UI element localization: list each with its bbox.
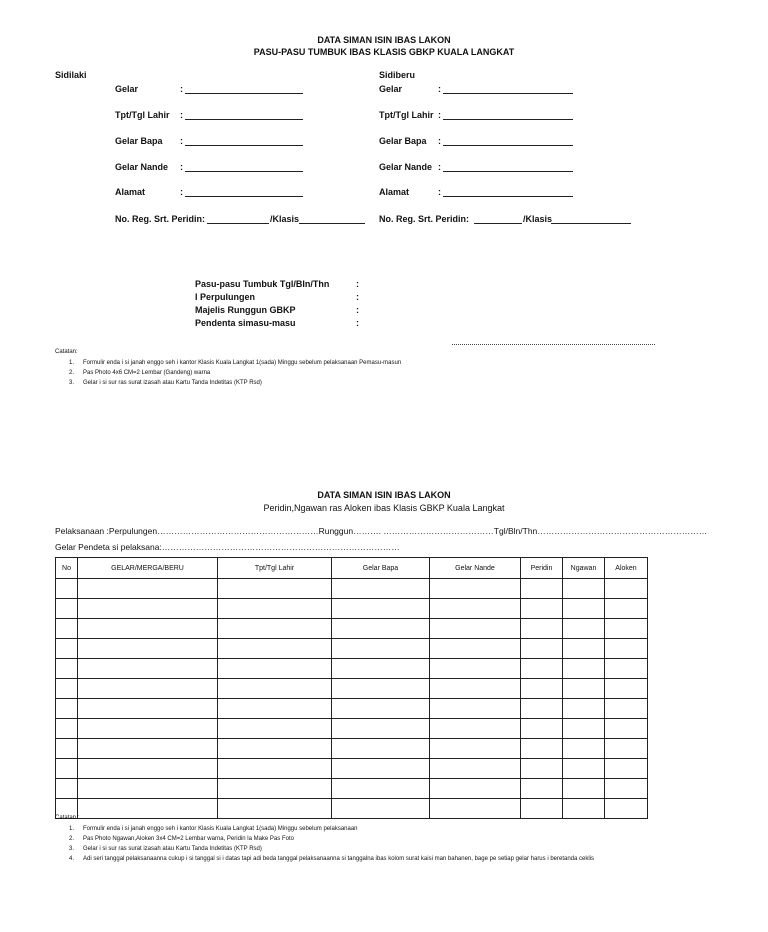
note-item — [69, 855, 719, 863]
table-cell[interactable] — [332, 599, 430, 619]
table-cell[interactable] — [218, 779, 332, 799]
col-header-ngawan: Ngawan — [563, 558, 605, 579]
colon: : — [438, 187, 441, 197]
table-cell[interactable] — [521, 719, 563, 739]
table-cell[interactable] — [605, 799, 648, 819]
col-header-aloken: Aloken — [605, 558, 648, 579]
notes2-title: Catatan : — [55, 815, 80, 821]
table-row — [56, 699, 648, 719]
groom-nande-label: Gelar Nande — [115, 162, 169, 172]
colon: : — [438, 136, 441, 146]
table-cell[interactable] — [56, 599, 78, 619]
note-number: 1. — [69, 826, 75, 832]
table-cell[interactable] — [78, 579, 218, 599]
note-number: 2. — [69, 836, 75, 842]
table-cell[interactable] — [563, 799, 605, 819]
table-row — [56, 779, 648, 799]
table-cell[interactable] — [430, 759, 521, 779]
bride-gelar-field[interactable] — [443, 93, 573, 94]
table-cell[interactable] — [56, 619, 78, 639]
table-cell[interactable] — [521, 699, 563, 719]
note-number: 4. — [69, 856, 75, 862]
table-cell[interactable] — [218, 739, 332, 759]
table-row — [56, 799, 648, 819]
table-row — [56, 619, 648, 639]
groom-alamat-field[interactable] — [185, 196, 303, 197]
table-cell[interactable] — [430, 779, 521, 799]
colon: : — [356, 318, 359, 328]
col-header-no: No — [56, 558, 78, 579]
table-cell[interactable] — [332, 699, 430, 719]
form1-title: DATA SIMAN ISIN IBAS LAKON — [317, 35, 451, 45]
colon: : — [180, 136, 183, 146]
table-cell[interactable] — [332, 619, 430, 639]
bride-tpt-field[interactable] — [443, 119, 573, 120]
colon: : — [180, 84, 183, 94]
table-cell[interactable] — [218, 699, 332, 719]
table-row — [56, 679, 648, 699]
table-cell[interactable] — [430, 679, 521, 699]
table-cell[interactable] — [78, 799, 218, 819]
table-cell[interactable] — [56, 639, 78, 659]
table-row — [56, 639, 648, 659]
ceremony-pendeta-label: Pendenta simasu-masu — [195, 318, 296, 328]
bride-nande-field[interactable] — [443, 171, 573, 172]
table-cell[interactable] — [332, 799, 430, 819]
table-cell[interactable] — [430, 579, 521, 599]
table-row — [56, 659, 648, 679]
note-item — [69, 369, 210, 377]
note-text: Adi seri tanggal pelaksanaanna cukup i si tanggal si i datas tapi adi beda tanggal pelaksanaanna si tanggalna ibas kolom surat kaisi man bahanen, bage pe setiap gelar harus i beretanda ceklis — [83, 856, 595, 862]
table-cell[interactable] — [56, 759, 78, 779]
col-header-bapa: Gelar Bapa — [332, 558, 430, 579]
table-cell[interactable] — [605, 679, 648, 699]
bride-tpt-label: Tpt/Tgl Lahir — [379, 110, 434, 120]
bride-heading: Sidiberu — [379, 70, 416, 80]
pendeta-line: Gelar Pendeta si pelaksana:………………………………………………………………………… — [55, 542, 400, 552]
colon: : — [438, 84, 441, 94]
table-cell[interactable] — [78, 739, 218, 759]
table-cell[interactable] — [78, 779, 218, 799]
table-cell[interactable] — [56, 779, 78, 799]
note-item — [69, 835, 294, 843]
col-header-tpt: Tpt/Tgl Lahir — [218, 558, 332, 579]
bride-nande-label: Gelar Nande — [379, 162, 433, 172]
table-cell[interactable] — [218, 759, 332, 779]
bride-gelar-label: Gelar — [379, 84, 403, 94]
table-cell[interactable] — [56, 659, 78, 679]
table-row — [56, 719, 648, 739]
groom-heading: Sidilaki — [55, 70, 87, 80]
colon: : — [356, 279, 359, 289]
colon: : — [356, 305, 359, 315]
table-cell[interactable] — [56, 719, 78, 739]
table-cell[interactable] — [563, 659, 605, 679]
table-cell[interactable] — [56, 699, 78, 719]
col-header-gelar: GELAR/MERGA/BERU — [78, 558, 218, 579]
table-cell[interactable] — [563, 739, 605, 759]
note-item — [69, 845, 262, 853]
table-cell[interactable] — [521, 579, 563, 599]
note-text: Formulir enda i si janah enggo seh i kantor Klasis Kuala Langkat 1(sada) Minggu sebelum pelaksanaan — [83, 826, 358, 832]
colon: : — [438, 162, 441, 172]
note-text: Gelar i si sur ras surat izasah atau Kartu Tanda Indetitas (KTP Rsd) — [83, 846, 262, 852]
note-number: 2. — [69, 370, 75, 376]
table-cell[interactable] — [605, 699, 648, 719]
table-cell[interactable] — [563, 619, 605, 639]
table-cell[interactable] — [563, 639, 605, 659]
note-text: Pas Photo Ngawan,Aloken 3x4 CM=2 Lembar warna, Peridin la Make Pas Foto — [83, 836, 294, 842]
form2-subtitle: Peridin,Ngawan ras Aloken ibas Klasis GBKP Kuala Langkat — [263, 503, 505, 513]
table-row — [56, 579, 648, 599]
table-cell[interactable] — [218, 599, 332, 619]
table-cell[interactable] — [430, 799, 521, 819]
groom-reg-label: No. Reg. Srt. Peridin: — [115, 214, 206, 224]
table-cell[interactable] — [430, 639, 521, 659]
table-cell[interactable] — [430, 739, 521, 759]
form1-subtitle: PASU-PASU TUMBUK IBAS KLASIS GBKP KUALA LANGKAT — [253, 47, 515, 57]
table-cell[interactable] — [521, 779, 563, 799]
ceremony-date-label: Pasu-pasu Tumbuk Tgl/Bln/Thn — [195, 279, 330, 289]
colon: : — [356, 292, 359, 302]
note-item — [69, 379, 262, 387]
table-cell[interactable] — [78, 759, 218, 779]
table-cell[interactable] — [78, 659, 218, 679]
table-cell[interactable] — [430, 599, 521, 619]
groom-nande-field[interactable] — [185, 171, 303, 172]
table-cell[interactable] — [563, 719, 605, 739]
table-cell[interactable] — [78, 719, 218, 739]
bride-klasis-field[interactable] — [551, 223, 631, 224]
note-text: Pas Photo 4x6 CM=2 Lembar (Gandeng) warna — [83, 370, 211, 376]
table-cell[interactable] — [56, 679, 78, 699]
table-cell[interactable] — [78, 639, 218, 659]
table-cell[interactable] — [563, 699, 605, 719]
bride-klasis-label: /Klasis — [523, 214, 553, 224]
table-cell[interactable] — [521, 659, 563, 679]
table-cell[interactable] — [78, 699, 218, 719]
col-header-nande: Gelar Nande — [430, 558, 521, 579]
table-cell[interactable] — [605, 639, 648, 659]
table-cell[interactable] — [563, 779, 605, 799]
table-cell[interactable] — [605, 599, 648, 619]
groom-reg-field[interactable] — [207, 223, 269, 224]
note-number: 3. — [69, 380, 75, 386]
form2-title: DATA SIMAN ISIN IBAS LAKON — [317, 490, 451, 500]
signature-line[interactable] — [452, 344, 655, 345]
table-cell[interactable] — [78, 599, 218, 619]
table-cell[interactable] — [332, 659, 430, 679]
table-row — [56, 599, 648, 619]
table-cell[interactable] — [605, 779, 648, 799]
table-cell[interactable] — [605, 739, 648, 759]
colon: : — [180, 187, 183, 197]
table-cell[interactable] — [218, 799, 332, 819]
bride-reg-label: No. Reg. Srt. Peridin: — [379, 214, 470, 224]
table-cell[interactable] — [563, 599, 605, 619]
table-cell[interactable] — [56, 739, 78, 759]
note-text: Formulir enda i si janah enggo seh i kantor Klasis Kuala Langkat 1(sada) Minggu sebelum pelaksanaan Pemasu-masun — [83, 360, 402, 366]
note-item — [69, 359, 401, 367]
table-cell[interactable] — [218, 639, 332, 659]
col-header-peridin: Peridin — [521, 558, 563, 579]
table-row — [56, 739, 648, 759]
groom-tpt-label: Tpt/Tgl Lahir — [115, 110, 170, 120]
notes1-title: Catatan: — [55, 349, 78, 355]
groom-gelar-label: Gelar — [115, 84, 139, 94]
table-cell[interactable] — [78, 679, 218, 699]
note-item — [69, 825, 358, 833]
note-number: 1. — [69, 360, 75, 366]
groom-gelar-field[interactable] — [185, 93, 303, 94]
table-cell[interactable] — [521, 599, 563, 619]
groom-klasis-field[interactable] — [299, 223, 365, 224]
colon: : — [180, 162, 183, 172]
table-cell[interactable] — [605, 619, 648, 639]
table-cell[interactable] — [332, 579, 430, 599]
table-cell[interactable] — [605, 579, 648, 599]
colon: : — [438, 110, 441, 120]
table-header-row — [56, 558, 648, 579]
table-cell[interactable] — [521, 739, 563, 759]
colon: : — [180, 110, 183, 120]
table-cell[interactable] — [563, 679, 605, 699]
table-cell[interactable] — [218, 579, 332, 599]
table-cell[interactable] — [430, 719, 521, 739]
table-cell[interactable] — [332, 679, 430, 699]
table-cell[interactable] — [430, 699, 521, 719]
table-cell[interactable] — [563, 759, 605, 779]
table-cell[interactable] — [56, 579, 78, 599]
table-cell[interactable] — [605, 759, 648, 779]
table-cell[interactable] — [563, 579, 605, 599]
table-cell[interactable] — [521, 639, 563, 659]
table-cell[interactable] — [521, 799, 563, 819]
table-cell[interactable] — [605, 719, 648, 739]
table-cell[interactable] — [218, 679, 332, 699]
table-cell[interactable] — [521, 619, 563, 639]
table-cell[interactable] — [430, 659, 521, 679]
table-cell[interactable] — [218, 659, 332, 679]
table-cell[interactable] — [332, 779, 430, 799]
table-cell[interactable] — [332, 739, 430, 759]
bride-bapa-label: Gelar Bapa — [379, 136, 427, 146]
data-table — [55, 557, 648, 819]
bride-bapa-field[interactable] — [443, 145, 573, 146]
table-cell[interactable] — [78, 619, 218, 639]
table-cell[interactable] — [605, 659, 648, 679]
table-cell[interactable] — [521, 679, 563, 699]
groom-alamat-label: Alamat — [115, 187, 146, 197]
groom-bapa-field[interactable] — [185, 145, 303, 146]
bride-reg-field[interactable] — [474, 223, 522, 224]
table-cell[interactable] — [430, 619, 521, 639]
note-text: Gelar i si sur ras surat izasah atau Kartu Tanda Indetitas (KTP Rsd) — [83, 380, 262, 386]
table-cell[interactable] — [521, 759, 563, 779]
table-cell[interactable] — [332, 639, 430, 659]
table-cell[interactable] — [332, 759, 430, 779]
table-cell[interactable] — [332, 719, 430, 739]
table-body — [56, 579, 648, 819]
bride-alamat-label: Alamat — [379, 187, 410, 197]
table-cell[interactable] — [218, 619, 332, 639]
table-cell[interactable] — [218, 719, 332, 739]
pelaksanaan-line: Pelaksanaan :Perpulungen…………………………………………………Runggun………. …………………………………Tgl/Bln/Thn…………………………………………………… — [55, 526, 708, 536]
groom-bapa-label: Gelar Bapa — [115, 136, 163, 146]
groom-klasis-label: /Klasis — [270, 214, 300, 224]
groom-tpt-field[interactable] — [185, 119, 303, 120]
note-number: 3. — [69, 846, 75, 852]
ceremony-perpulungen-label: I Perpulungen — [195, 292, 256, 302]
ceremony-majelis-label: Majelis Runggun GBKP — [195, 305, 296, 315]
table-row — [56, 759, 648, 779]
bride-alamat-field[interactable] — [443, 196, 573, 197]
